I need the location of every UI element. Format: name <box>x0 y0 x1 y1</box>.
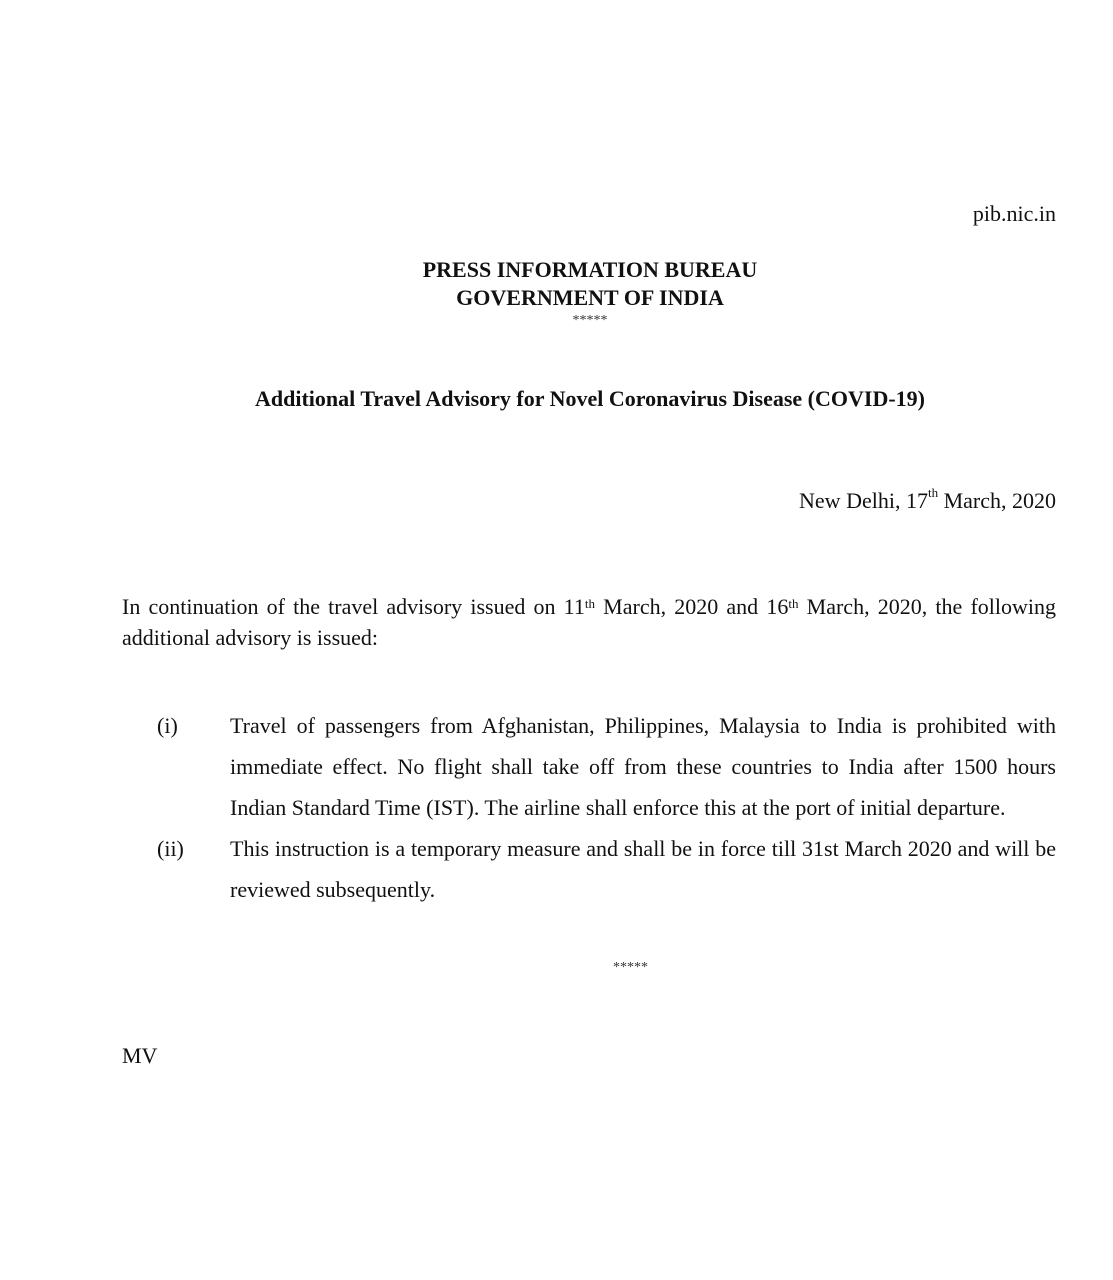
dateline <box>799 485 1056 514</box>
closing-separator: ***** <box>613 960 648 975</box>
list-item-text: This instruction is a temporary measure and shall be in force till 31st March 2020 and will be reviewed subsequently. <box>230 836 1056 902</box>
list-item-number: (ii) <box>157 836 184 861</box>
author-initials: MV <box>122 1043 158 1068</box>
header-separator: ***** <box>572 313 608 328</box>
issuer-header <box>0 256 1113 312</box>
issuer-government: GOVERNMENT OF INDIA <box>456 285 724 310</box>
dateline-ordinal: th <box>927 485 939 500</box>
intro-ordinal-2: th <box>788 596 799 611</box>
advisory-list <box>122 705 1056 910</box>
intro-text-1: In continuation of the travel advisory issued on 11 <box>122 594 585 619</box>
intro-text-3: March, 2020, the following additional advisory is issued: <box>122 594 1056 650</box>
list-item-number: (i) <box>157 713 178 738</box>
dateline-place: New Delhi, 17 <box>799 488 928 513</box>
issuer-name: PRESS INFORMATION BUREAU <box>422 257 758 282</box>
list-item <box>122 705 1056 828</box>
list-item <box>122 828 1056 910</box>
dateline-rest: March, 2020 <box>938 488 1056 513</box>
list-item-text: Travel of passengers from Afghanistan, Philippines, Malaysia to India is prohibited with immediate effect. No flight shall take off from these countries to India after 1500 hours Indian Standard Time (IST). The airline shall enforce this at the port of initial departure. <box>230 713 1056 820</box>
intro-ordinal-1: th <box>584 596 595 611</box>
source-url: pib.nic.in <box>972 201 1056 226</box>
document-title: Additional Travel Advisory for Novel Coronavirus Disease (COVID-19) <box>255 386 925 411</box>
intro-text-2: March, 2020 and 16 <box>595 594 789 619</box>
intro-paragraph <box>122 591 1056 653</box>
